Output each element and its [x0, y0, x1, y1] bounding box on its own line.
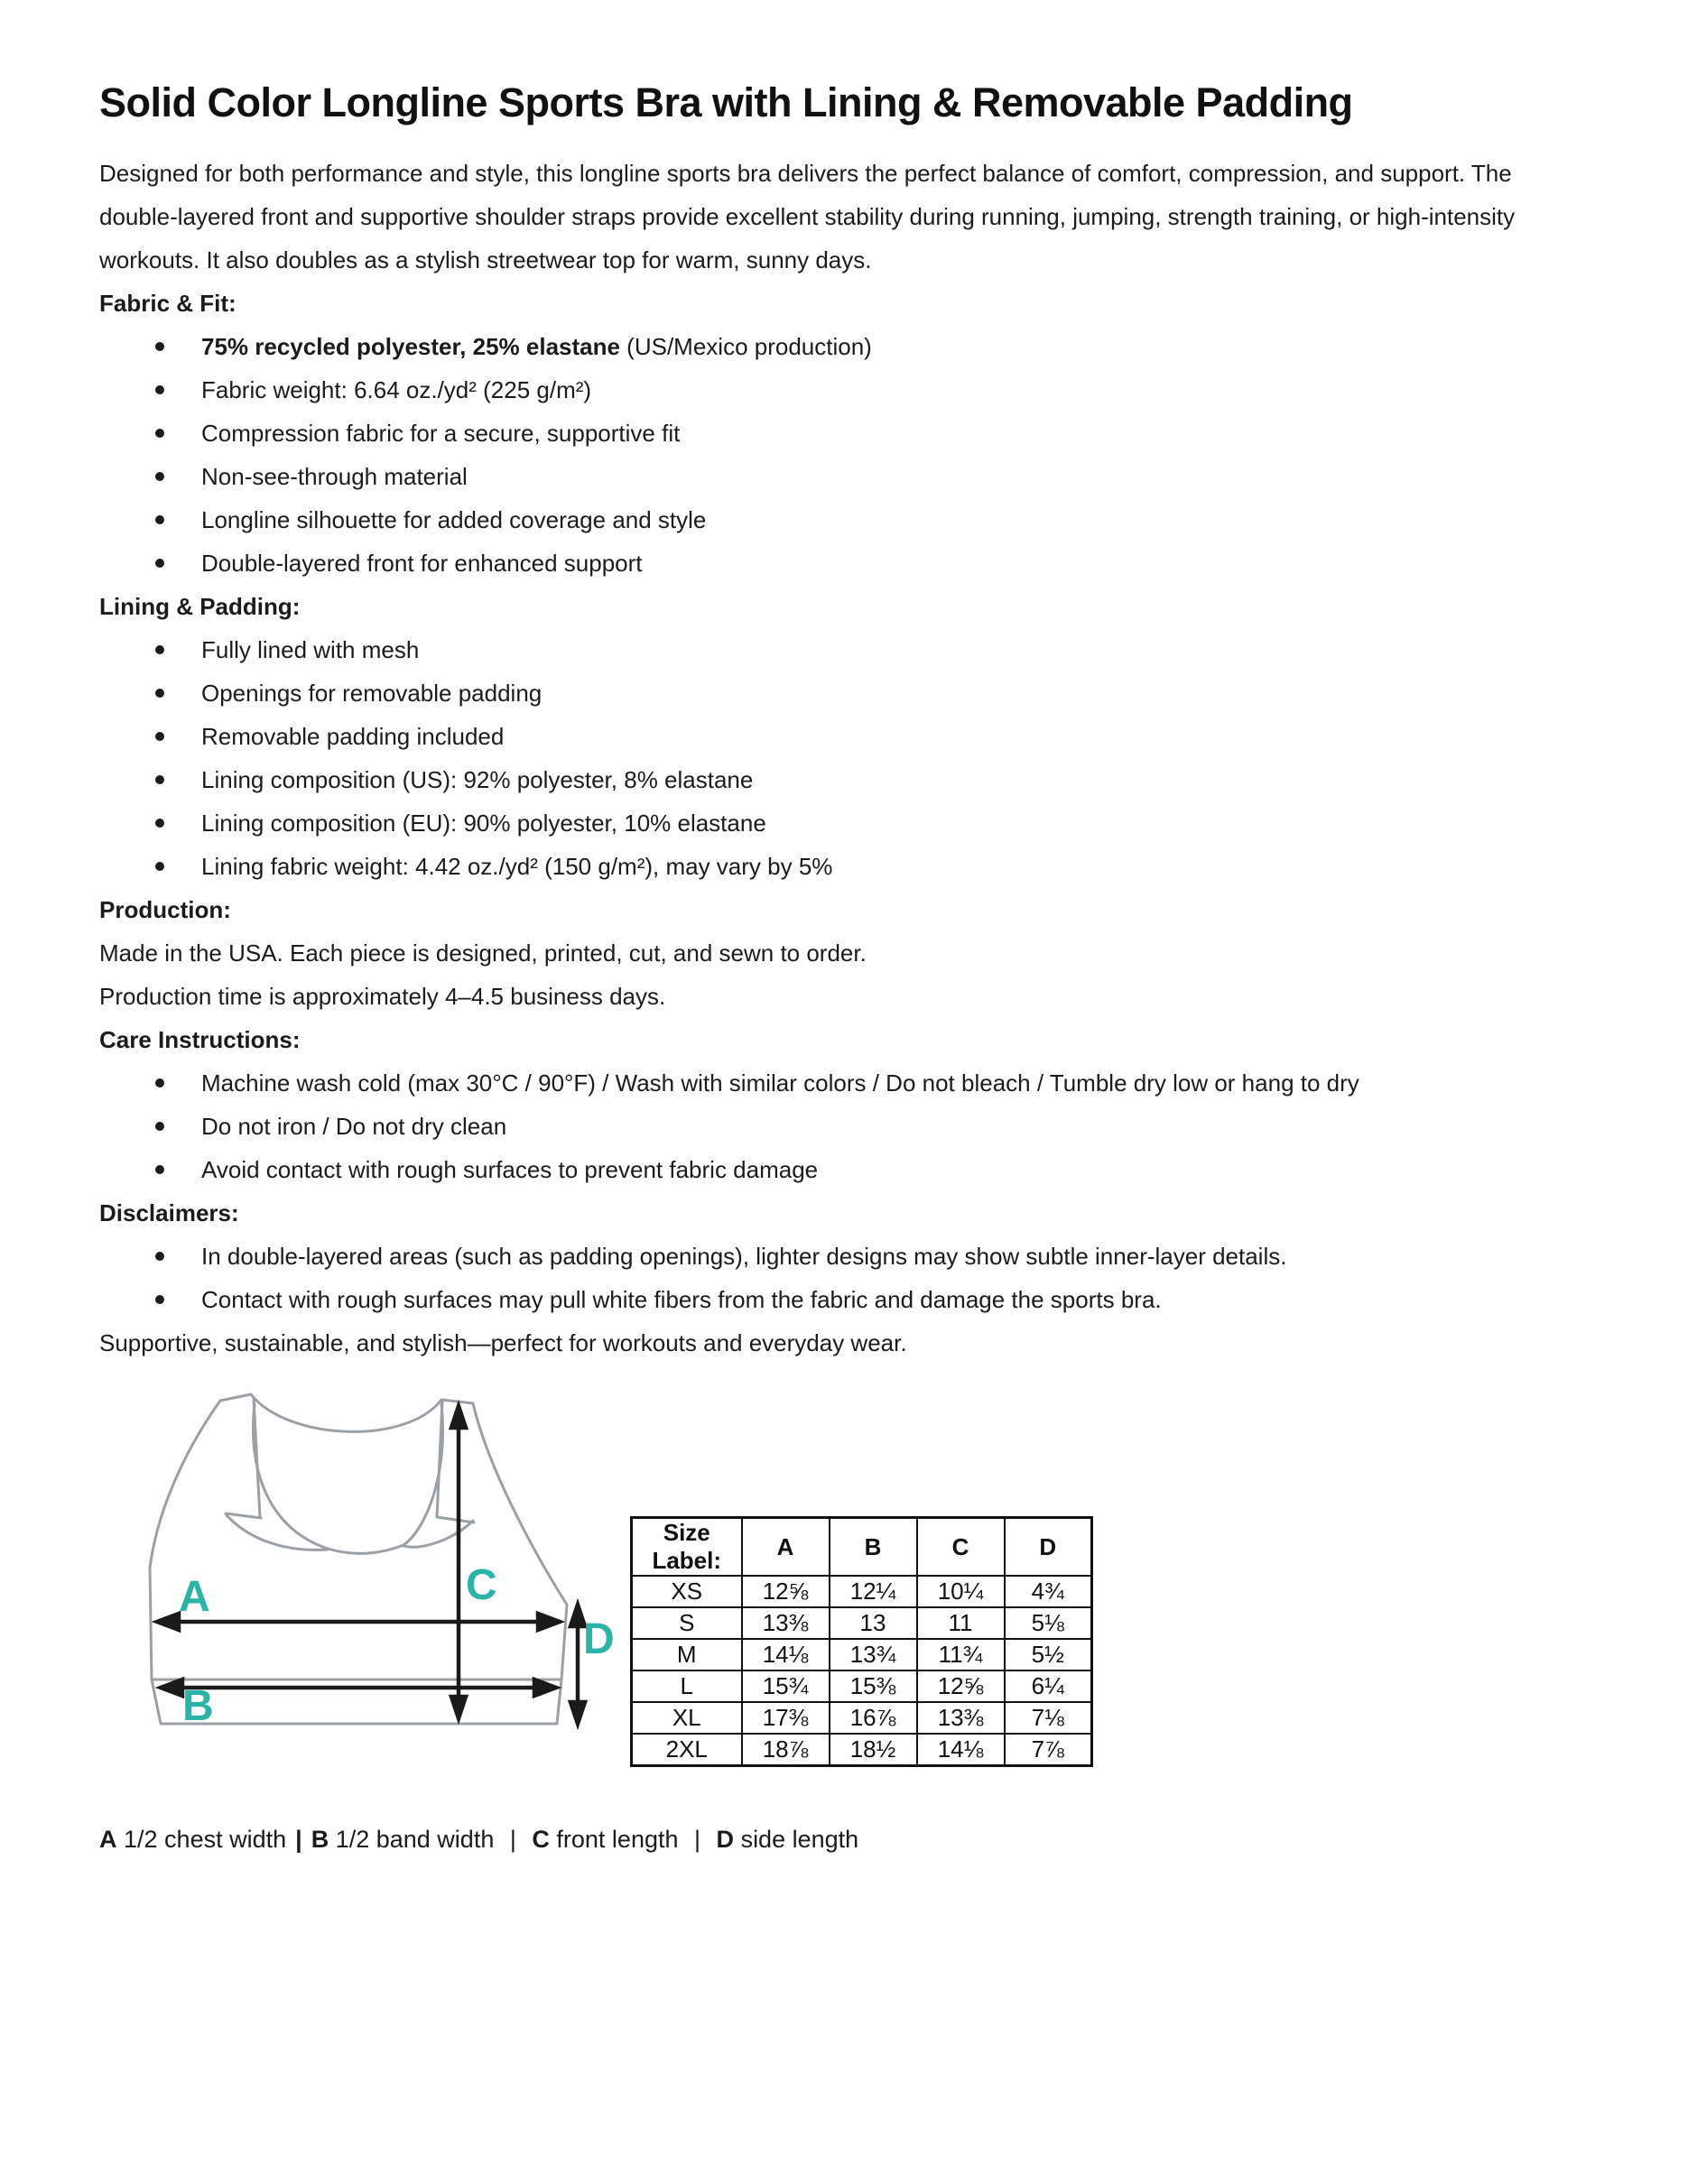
racerback-left-lobe [227, 1515, 328, 1550]
value-cell: 15¾ [742, 1670, 830, 1702]
value-cell: 17⅜ [742, 1702, 830, 1734]
value-cell: 7⅛ [1005, 1702, 1092, 1734]
list-item-text: Compression fabric for a secure, supportive fit [201, 420, 681, 447]
size-guide-figure [99, 1365, 1545, 1798]
list-item [99, 1148, 1545, 1191]
size-cell: 2XL [632, 1734, 742, 1766]
value-cell: 6¼ [1005, 1670, 1092, 1702]
list-item [99, 325, 1545, 368]
value-cell: 18½ [830, 1734, 917, 1766]
measurement-arrows [157, 1406, 585, 1724]
value-cell: 12⅝ [917, 1670, 1005, 1702]
racerback-left-armhole [254, 1404, 328, 1549]
arrowhead [451, 1697, 466, 1718]
value-cell: 7⅞ [1005, 1734, 1092, 1766]
section-heading-lining-padding: Lining & Padding: [99, 593, 301, 620]
legend-key: B [311, 1826, 329, 1853]
size-cell: S [632, 1607, 742, 1639]
bra-body-outline [150, 1394, 567, 1724]
value-cell: 13 [830, 1607, 917, 1639]
list-item [99, 1278, 1545, 1321]
sports-bra-measurement-diagram [134, 1383, 639, 1735]
column-header: D [1005, 1518, 1092, 1577]
closing-line: Supportive, sustainable, and stylish—perfect for workouts and everyday wear. [99, 1329, 907, 1356]
value-cell: 18⅞ [742, 1734, 830, 1766]
list-item [99, 1105, 1545, 1148]
label-b: B [182, 1682, 214, 1730]
intro-paragraph: Designed for both performance and style, this longline sports bra delivers the perfect balance of comfort, compression, and support. The double-layered front and supportive shoulder straps provide excellent stability during running, jumping, strength training, or high-intensity workouts. It also doubles as a stylish streetwear top for warm, sunny days. [99, 160, 1516, 273]
fabric-fit-list [99, 325, 1545, 585]
list-item [99, 845, 1545, 888]
list-item [99, 671, 1545, 715]
size-cell: L [632, 1670, 742, 1702]
left-strap-seam [226, 1513, 261, 1518]
list-item [99, 715, 1545, 758]
measurement-labels [179, 1561, 615, 1730]
list-item-text: Do not iron / Do not dry clean [201, 1113, 507, 1140]
value-cell: 13⅜ [917, 1702, 1005, 1734]
value-cell: 5½ [1005, 1639, 1092, 1670]
list-item [99, 628, 1545, 671]
list-item-text: Openings for removable padding [201, 680, 543, 707]
legend-separator: | [295, 1826, 302, 1853]
list-item [99, 498, 1545, 541]
value-cell: 12⅝ [742, 1576, 830, 1607]
size-cell: XS [632, 1576, 742, 1607]
size-cell: M [632, 1639, 742, 1670]
lining-padding-list [99, 628, 1545, 888]
page-title: Solid Color Longline Sports Bra with Lining & Removable Padding [99, 79, 1353, 125]
bra-outline [150, 1394, 567, 1724]
table-row [632, 1670, 1092, 1702]
legend-key: D [716, 1826, 735, 1853]
column-header: C [917, 1518, 1005, 1577]
list-item [99, 1235, 1545, 1278]
list-item-text: Removable padding included [201, 723, 505, 750]
arrowhead [538, 1614, 560, 1630]
right-strap-seam [437, 1517, 474, 1522]
list-item [99, 801, 1545, 845]
size-cell: XL [632, 1702, 742, 1734]
section-heading-care: Care Instructions: [99, 1026, 301, 1053]
list-item [99, 455, 1545, 498]
value-cell: 15⅜ [830, 1670, 917, 1702]
legend-key: A [99, 1826, 117, 1853]
value-cell: 13¾ [830, 1639, 917, 1670]
list-item [99, 541, 1545, 585]
list-item-text: Fabric weight: 6.64 oz./yd² (225 g/m²) [201, 376, 592, 403]
list-item-text: Avoid contact with rough surfaces to prevent fabric damage [201, 1156, 819, 1183]
label-d: D [583, 1615, 615, 1663]
list-item-text: In double-layered areas (such as padding openings), lighter designs may show subtle inner-layer details. [201, 1243, 1287, 1270]
column-header: B [830, 1518, 917, 1577]
value-cell: 16⅞ [830, 1702, 917, 1734]
production-line: Production time is approximately 4–4.5 business days. [99, 983, 666, 1010]
list-item-text: Non-see-through material [201, 463, 468, 490]
table-row [632, 1607, 1092, 1639]
value-cell: 11 [917, 1607, 1005, 1639]
list-item-text: Machine wash cold (max 30°C / 90°F) / Wash with similar colors / Do not bleach / Tumble dry low or hang to dry [201, 1069, 1359, 1097]
list-item [99, 368, 1545, 412]
table-row [632, 1702, 1092, 1734]
list-item-text: Double-layered front for enhanced support [201, 550, 643, 577]
legend-text: side length [740, 1826, 859, 1853]
arrowhead [451, 1406, 466, 1428]
legend-separator: | [509, 1826, 516, 1853]
table-row [632, 1639, 1092, 1670]
column-header: Size Label: [632, 1518, 742, 1577]
legend-separator: | [694, 1826, 701, 1853]
arrowhead [157, 1614, 179, 1630]
value-cell: 5⅛ [1005, 1607, 1092, 1639]
list-item-text: Lining composition (US): 92% polyester, 8% elastane [201, 766, 754, 793]
list-item-text: Contact with rough surfaces may pull white fibers from the fabric and damage the sports bra. [201, 1286, 1162, 1313]
value-cell: 12¼ [830, 1576, 917, 1607]
table-row [632, 1576, 1092, 1607]
list-item [99, 412, 1545, 455]
section-heading-fabric-fit: Fabric & Fit: [99, 290, 237, 317]
value-cell: 4¾ [1005, 1576, 1092, 1607]
value-cell: 10¼ [917, 1576, 1005, 1607]
legend-text: 1/2 band width [335, 1826, 495, 1853]
care-list [99, 1061, 1545, 1191]
document-content [99, 76, 1545, 1861]
value-cell: 14⅛ [742, 1639, 830, 1670]
list-item-text: Longline silhouette for added coverage and style [201, 506, 707, 533]
label-c: C [466, 1561, 497, 1609]
legend-key: C [532, 1826, 550, 1853]
racerback-right-armhole [403, 1404, 443, 1545]
arrowhead [570, 1702, 585, 1724]
arrowhead [534, 1680, 556, 1696]
arrowhead [161, 1680, 182, 1696]
legend-text: front length [556, 1826, 679, 1853]
value-cell: 13⅜ [742, 1607, 830, 1639]
list-item-text: Lining composition (EU): 90% polyester, 10% elastane [201, 810, 766, 837]
section-heading-disclaimers: Disclaimers: [99, 1199, 239, 1226]
list-item-text: Fully lined with mesh [201, 636, 420, 663]
measurement-legend [99, 1818, 1545, 1861]
value-cell: 11¾ [917, 1639, 1005, 1670]
racerback-bottom-edge [328, 1545, 403, 1553]
list-item-text: Lining fabric weight: 4.42 oz./yd² (150 g/m²), may vary by 5% [201, 853, 833, 880]
value-cell: 14⅛ [917, 1734, 1005, 1766]
table-row [632, 1734, 1092, 1766]
production-line: Made in the USA. Each piece is designed, printed, cut, and sewn to order. [99, 939, 867, 967]
label-a: A [179, 1573, 210, 1621]
legend-text: 1/2 chest width [124, 1826, 287, 1853]
size-chart-table [630, 1516, 1093, 1767]
column-header: A [742, 1518, 830, 1577]
disclaimers-list [99, 1235, 1545, 1321]
section-heading-production: Production: [99, 896, 231, 923]
table-header-row [632, 1518, 1092, 1577]
list-item-text: (US/Mexico production) [619, 333, 872, 360]
list-item [99, 758, 1545, 801]
list-item [99, 1061, 1545, 1105]
list-item-text-bold: 75% recycled polyester, 25% elastane [201, 333, 620, 360]
